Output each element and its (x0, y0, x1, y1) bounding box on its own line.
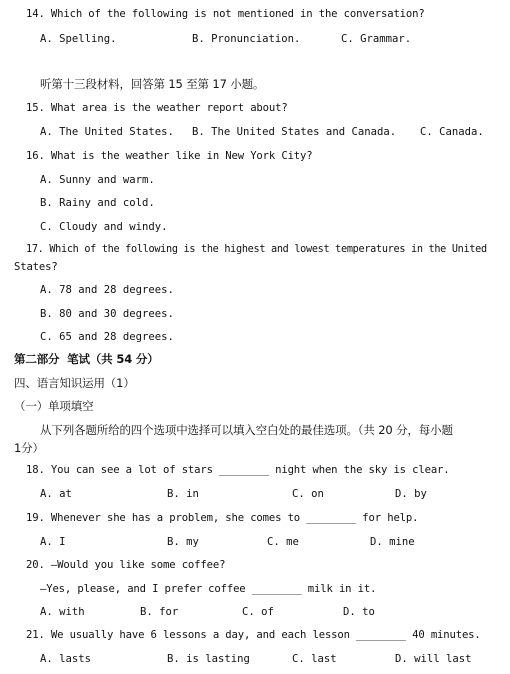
q21-option-a: A. lasts (40, 653, 92, 665)
q16-option-c: C. Cloudy and windy. (40, 221, 168, 233)
q16-option-a: A. Sunny and warm. (40, 174, 155, 186)
q15-option-a: A. The United States. (40, 126, 174, 138)
q17-stem-line2: States? (14, 261, 58, 273)
q19-option-c: C. me (267, 536, 299, 548)
section-4-heading: 四、语言知识运用（1） (14, 376, 135, 390)
q18-option-b: B. in (167, 488, 199, 500)
q19-option-d: D. mine (370, 536, 415, 548)
section-13-instruction: 听第十三段材料，回答第 15 至第 17 小题。 (40, 77, 265, 91)
q21-stem: 21. We usually have 6 lessons a day, and each lesson ________ 40 minutes. (26, 629, 481, 641)
q20-stem-line2: —Yes, please, and I prefer coffee ________ milk in it. (40, 583, 377, 595)
q19-stem: 19. Whenever she has a problem, she comes to ________ for help. (26, 512, 419, 524)
q20-option-a: A. with (40, 606, 85, 618)
q19-option-a: A. I (40, 536, 66, 548)
q18-stem: 18. You can see a lot of stars ________ night when the sky is clear. (26, 464, 450, 476)
q20-option-d: D. to (343, 606, 375, 618)
instruction-line1: 从下列各题所给的四个选项中选择可以填入空白处的最佳选项。（共 20 分，每小题 (40, 423, 453, 437)
q15-stem: 15. What area is the weather report about? (26, 102, 288, 114)
q20-option-c: C. of (242, 606, 274, 618)
q14-option-b: B. Pronunciation. (192, 33, 301, 45)
q18-option-c: C. on (292, 488, 324, 500)
q17-option-c: C. 65 and 28 degrees. (40, 331, 174, 343)
q16-stem: 16. What is the weather like in New York City? (26, 150, 313, 162)
q14-stem: 14. Which of the following is not mentioned in the conversation? (26, 8, 425, 20)
section-4a-heading: （一）单项填空 (14, 399, 94, 413)
instruction-line2: 1分） (14, 441, 44, 455)
q17-option-a: A. 78 and 28 degrees. (40, 284, 174, 296)
q15-option-c: C. Canada. (420, 126, 484, 138)
q15-option-b: B. The United States and Canada. (192, 126, 397, 138)
q17-option-b: B. 80 and 30 degrees. (40, 308, 174, 320)
q20-stem-line1: 20. —Would you like some coffee? (26, 559, 226, 571)
q19-option-b: B. my (167, 536, 199, 548)
q21-option-d: D. will last (395, 653, 472, 665)
q14-option-c: C. Grammar. (341, 33, 412, 45)
q21-option-c: C. last (292, 653, 337, 665)
q21-option-b: B. is lasting (167, 653, 250, 665)
part-2-heading: 第二部分 笔试（共 54 分） (14, 352, 159, 366)
q18-option-a: A. at (40, 488, 72, 500)
q17-stem-line1: 17. Which of the following is the highest and lowest temperatures in the United (26, 244, 487, 255)
q20-option-b: B. for (140, 606, 179, 618)
q14-option-a: A. Spelling. (40, 33, 117, 45)
q18-option-d: D. by (395, 488, 427, 500)
q16-option-b: B. Rainy and cold. (40, 197, 155, 209)
